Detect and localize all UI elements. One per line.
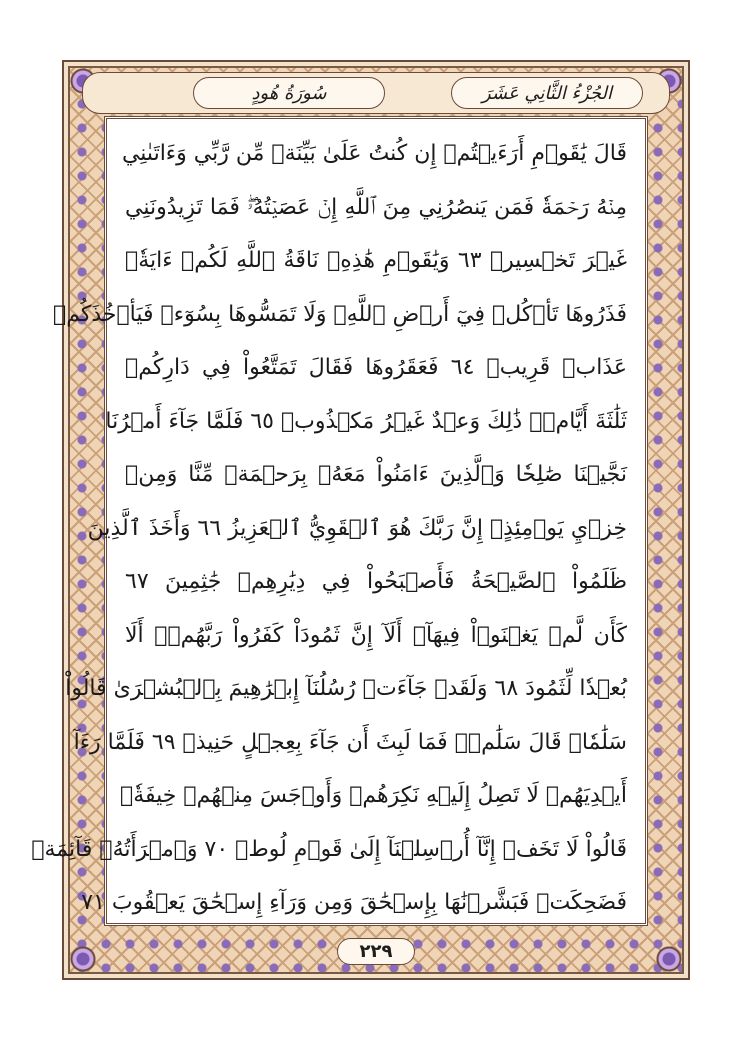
surah-title: سُورَةُ هُودٍ — [193, 77, 385, 109]
juz-title: الجُزْءُ الثَّانِي عَشَرَ — [451, 77, 643, 109]
text-line: قَالَ يَٰقَوۡمِ أَرَءَيۡتُمۡ إِن كُنتُ عَلَىٰ بَيِّنَةٖ مِّن رَّبِّي وَءَاتَىٰنِي — [121, 141, 627, 166]
text-line: بُعۡدٗا لِّثَمُودَ ٦٨ وَلَقَدۡ جَآءَتۡ رُسُلُنَآ إِبۡرَٰهِيمَ بِٱلۡبُشۡرَىٰ قَالُواْ — [65, 676, 627, 701]
text-line: خِزۡيِ يَوۡمِئِذٍۚ إِنَّ رَبَّكَ هُوَ ٱلۡقَوِيُّ ٱلۡعَزِيزُ ٦٦ وَأَخَذَ ٱلَّذِينَ — [87, 515, 627, 541]
page-header — [82, 72, 670, 114]
text-line: ظَلَمُواْ ٱلصَّيۡحَةُ فَأَصۡبَحُواْ فِي دِيَٰرِهِمۡ جَٰثِمِينَ ٦٧ — [125, 569, 627, 594]
text-line: نَجَّيۡنَا صَٰلِحٗا وَٱلَّذِينَ ءَامَنُواْ مَعَهُۥ بِرَحۡمَةٖ مِّنَّا وَمِنۡ — [125, 462, 627, 487]
text-line: ثَلَٰثَةَ أَيَّامٖۖ ذَٰلِكَ وَعۡدٌ غَيۡرُ مَكۡذُوبٖ ٦٥ فَلَمَّا جَآءَ أَمۡرُنَا — [105, 408, 627, 434]
mushaf-page-frame — [31, 60, 690, 980]
text-line: سَلَٰمٗاۖ قَالَ سَلَٰمٞۖ فَمَا لَبِثَ أَن جَآءَ بِعِجۡلٍ حَنِيذٖ ٦٩ فَلَمَّا رَءَآ — [73, 729, 627, 755]
text-line: قَالُواْ لَا تَخَفۡ إِنَّآ أُرۡسِلۡنَآ إِلَىٰ قَوۡمِ لُوطٖ ٧٠ وَٱمۡرَأَتُهُۥ قَآئِمَةٞ — [31, 836, 627, 862]
text-line: أَيۡدِيَهُمۡ لَا تَصِلُ إِلَيۡهِ نَكِرَهُمۡ وَأَوۡجَسَ مِنۡهُمۡ خِيفَةٗۚ — [120, 783, 627, 808]
text-line: فَضَحِكَتۡ فَبَشَّرۡنَٰهَا بِإِسۡحَٰقَ وَمِن وَرَآءِ إِسۡحَٰقَ يَعۡقُوبَ ٧١ — [81, 890, 627, 915]
quran-text — [31, 127, 627, 930]
text-line: غَيۡرَ تَخۡسِيرٖ ٦٣ وَيَٰقَوۡمِ هَٰذِهِۦ نَاقَةُ ٱللَّهِ لَكُمۡ ءَايَةٗۖ — [125, 248, 627, 273]
page-number: ٢٢٩ — [337, 938, 416, 965]
text-line: مِنۡهُ رَحۡمَةٗ فَمَن يَنصُرُنِي مِنَ ٱللَّهِ إِنۡ عَصَيۡتُهُۥۖ فَمَا تَزِيدُونَنِي — [125, 194, 627, 220]
text-line: عَذَابٞ قَرِيبٞ ٦٤ فَعَقَرُوهَا فَقَالَ تَمَتَّعُواْ فِي دَارِكُمۡ — [125, 355, 627, 380]
page-footer — [82, 934, 670, 968]
text-line: كَأَن لَّمۡ يَغۡنَوۡاْ فِيهَآۗ أَلَآ إِنَّ ثَمُودَاْ كَفَرُواْ رَبَّهُمۡۗ أَلَا — [125, 622, 627, 648]
text-line: فَذَرُوهَا تَأۡكُلۡ فِيٓ أَرۡضِ ٱللَّهِۖ وَلَا تَمَسُّوهَا بِسُوٓءٖ فَيَأۡخُذَكُمۡ — [53, 301, 627, 327]
text-frame — [31, 116, 648, 926]
